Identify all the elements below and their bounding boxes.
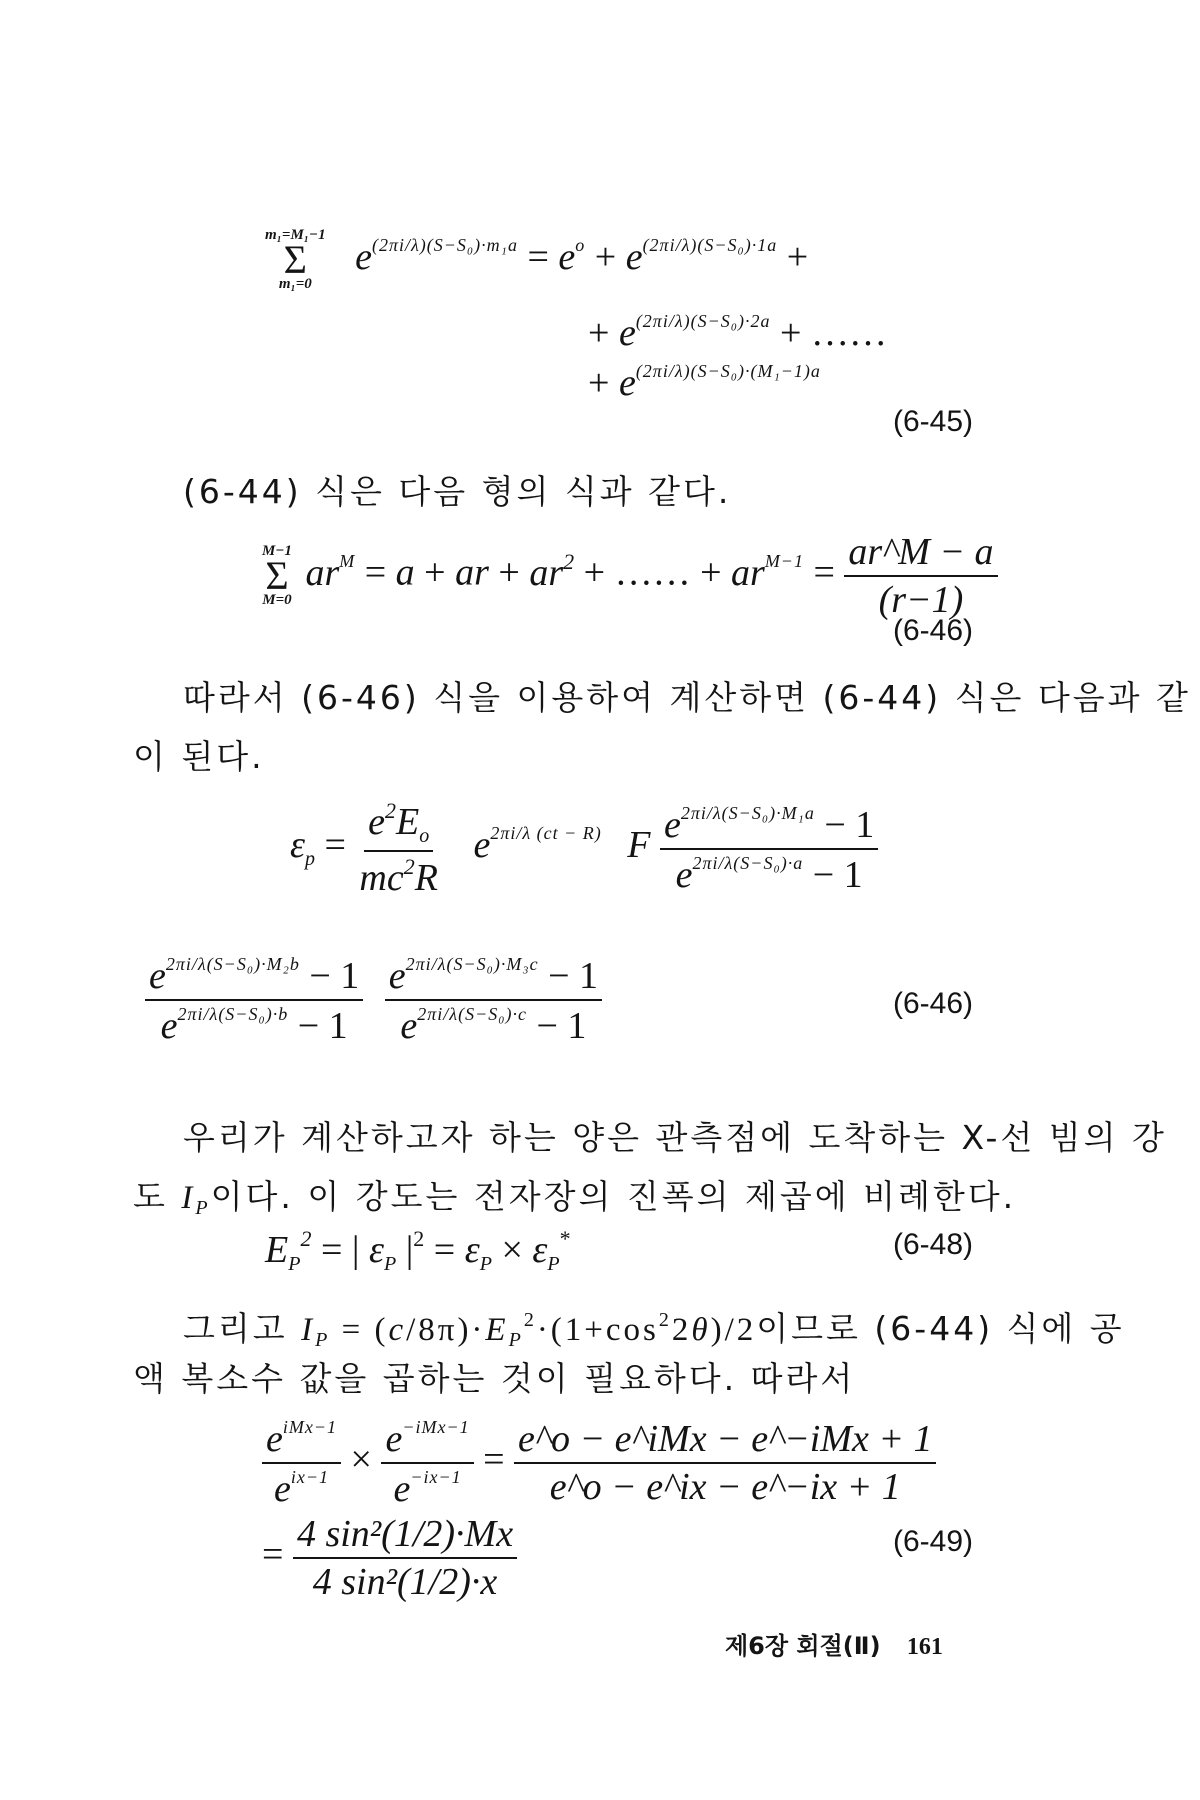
fraction: $\frac{e^{iMx-1}}{e^{ix-1}}$ xyxy=(262,1418,341,1508)
equation-6-45-line3: + $e^{(2\pi i/\lambda)(S-S_0)\cdot(M_1-1)a}$ xyxy=(588,361,821,404)
equation-epsilon-p-continued xyxy=(145,955,602,1045)
paragraph-1: (6-44) 식은 다음 형의 식과 같다. xyxy=(183,472,732,511)
page-number: 161 xyxy=(906,1634,943,1660)
fraction xyxy=(844,533,997,619)
equation-epsilon-p: $\varepsilon_p$ = $\frac{e^2E_o}{mc^2R}$ $e^{2\pi i/\lambda (ct - R)}$ F $\frac{e^{2\pi i/\lambda(S-S_0)\cdot M_1a} - 1}{e^{2\pi i/\lambda(S-S_0)\cdot a} - 1}$ xyxy=(290,800,878,897)
fraction: $\frac{e^{2\pi i/\lambda(S-S_0)\cdot M_1a} - 1}{e^{2\pi i/\lambda(S-S_0)\cdot a} - 1}$ xyxy=(660,804,878,894)
equation-number: (6-49) xyxy=(893,1525,974,1558)
equation-number: (6-48) xyxy=(893,1228,974,1261)
exponent: (2πi/λ)(S−S₀)·1a xyxy=(642,234,778,255)
equation-number: (6-46) xyxy=(893,987,974,1020)
sum-lower-limit: m₁=0 xyxy=(278,276,312,292)
paragraph-2-line1: 따라서 (6-46) 식을 이용하여 계산하면 (6-44) 식은 다음과 같 xyxy=(183,678,1191,717)
exponent: 2πi/λ(S−S₀)·M₃c xyxy=(405,954,539,974)
paragraph-2-line2: 이 된다. xyxy=(133,737,265,776)
equation-number: (6-46) xyxy=(893,614,974,647)
equation-6-49-line1: $\frac{e^{iMx-1}}{e^{ix-1}}$ × $\frac{e^{-iMx-1}}{e^{-ix-1}}$ = $\frac{\text{e\textasciicircum{}o − e\textasciicircum{}iMx − e\textasciicircum{}−iMx + 1}}{e\^{}o - e\^{}ix - e\^{}-ix + 1}$ xyxy=(262,1418,936,1508)
numerator: ar^M − a xyxy=(844,533,997,577)
fraction: $\frac{e^{2\pi i/\lambda(S-S_0)\cdot M_3c} - 1}{e^{2\pi i/\lambda(S-S_0)\cdot c} - 1}$ xyxy=(385,955,602,1045)
equation-6-48: $E_P^2$ = | $\varepsilon_P$ $|^2 = \varepsilon_P \times \varepsilon_P^*$ xyxy=(265,1226,571,1275)
sum-lower-limit: M=0 xyxy=(262,592,292,608)
exponent: 2πi/λ (ct − R) xyxy=(490,823,602,844)
fraction: $\frac{e^2E_o}{mc^2R}$ xyxy=(359,798,438,899)
paragraph-4-line2: 액 복소수 값을 곱하는 것이 필요하다. 따라서 xyxy=(133,1359,856,1398)
equation-6-49-line2: = $\frac{\text{4 sin²(1/2)·Mx}}{\text{4 sin²(1/2)·x}}$ xyxy=(262,1515,517,1601)
sum-upper-limit: m₁=M₁−1 xyxy=(265,227,326,243)
exponent: (2πi/λ)(S−S₀)·m₁a xyxy=(371,234,518,255)
exponent: 2πi/λ(S−S₀)·a xyxy=(692,852,804,873)
sum-upper-limit: M−1 xyxy=(262,543,292,559)
fraction: $\frac{\text{e\textasciicircum{}o − e\textasciicircum{}iMx − e\textasciicircum{}−iMx + 1}}{e\^{}o - e\^{}ix - e\^{}-ix + 1}$ xyxy=(514,1420,936,1506)
equation-number: (6-45) xyxy=(893,405,974,438)
summation-symbol: M−1 Σ M=0 xyxy=(262,543,292,608)
exponent: 2πi/λ(S−S₀)·M₁a xyxy=(680,802,815,823)
fraction: $\frac{\text{4 sin²(1/2)·Mx}}{\text{4 sin²(1/2)·x}}$ xyxy=(293,1515,517,1601)
equation-6-45-line1: m₁=M₁−1 Σ m₁=0 $e^{(2\pi i/\lambda)(S-S_0)\cdot m_1a} = e^o + e^{(2\pi i/\lambda)(S-S_0)\cdot 1a}$ + xyxy=(265,227,809,292)
paragraph-3-line2: 도 IP이다. 이 강도는 전자장의 진폭의 제곱에 비례한다. xyxy=(133,1177,1017,1219)
exponent: (2πi/λ)(S−S₀)·2a xyxy=(635,311,771,331)
fraction: $\frac{e^{-iMx-1}}{e^{-ix-1}}$ xyxy=(381,1418,473,1508)
chapter-title: 제6장 회절(Ⅱ) xyxy=(725,1632,881,1660)
exponent: o xyxy=(575,234,586,255)
page-footer xyxy=(725,1626,943,1661)
paragraph-4-line1: 그리고 IP = $(c/8\pi)\cdot EP^2\cdot(1+\cos^22\theta)/2$이므로 (6-44) 식에 공 xyxy=(183,1309,1125,1351)
equation-6-46: M−1 Σ M=0 $ar^M = a$ + ar + $ar^2$ + …… + $ar^{M-1}$ = $\frac{ar\^{}M - a}{(r-1)}$ xyxy=(262,533,998,619)
summation-symbol: m₁=M₁−1 Σ m₁=0 xyxy=(265,227,326,292)
exponent: 2πi/λ(S−S₀)·M₂b xyxy=(165,954,300,974)
exponent: (2πi/λ)(S−S₀)·(M₁−1)a xyxy=(635,361,821,381)
denominator: (r−1) xyxy=(878,579,964,621)
fraction: $\frac{e^{2\pi i/\lambda(S-S_0)\cdot M_2b} - 1}{e^{2\pi i/\lambda(S-S_0)\cdot b} - 1}$ xyxy=(145,955,363,1045)
paragraph-3-line1: 우리가 계산하고자 하는 양은 관측점에 도착하는 X-선 빔의 강 xyxy=(183,1118,1167,1157)
exponent: 2πi/λ(S−S₀)·b xyxy=(177,1004,289,1024)
exponent: 2πi/λ(S−S₀)·c xyxy=(417,1004,527,1024)
equation-6-45-line2: + $e^{(2\pi i/\lambda)(S-S_0)\cdot 2a}$ + …… xyxy=(588,311,887,354)
